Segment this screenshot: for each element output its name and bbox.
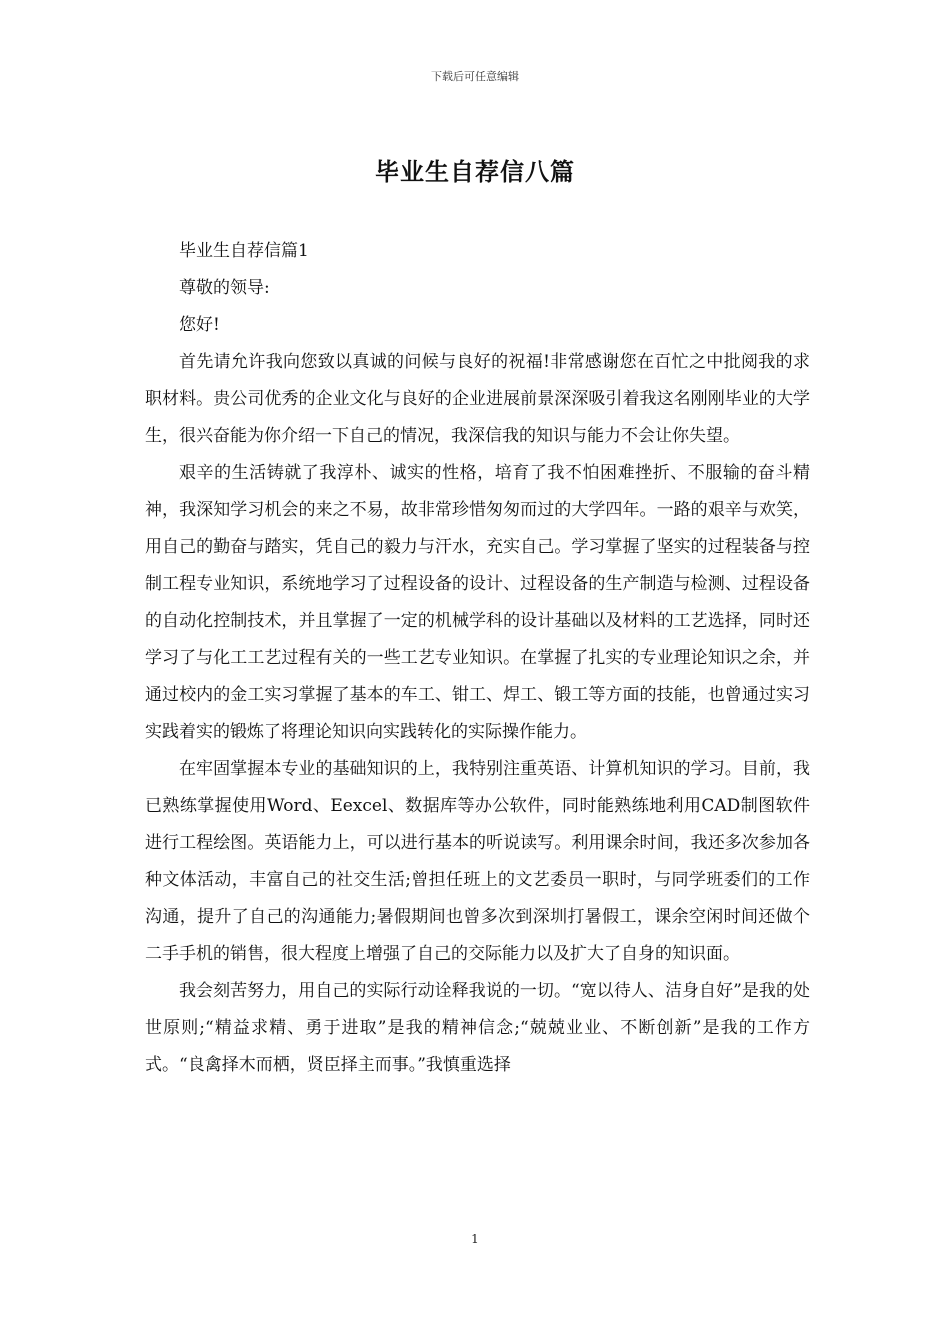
paragraph-4: 我会刻苦努力，用自己的实际行动诠释我说的一切。“宽以待人、洁身自好”是我的处世原则;“精益求精、勇于进取”是我的精神信念;“兢兢业业、不断创新”是我的工作方式。“良禽择木而栖，贤臣择主而事。”我慎重选择	[145, 981, 810, 1075]
paragraph-1: 首先请允许我向您致以真诚的问候与良好的祝福!非常感谢您在百忙之中批阅我的求职材料。贵公司优秀的企业文化与良好的企业进展前景深深吸引着我这名刚刚毕业的大学生，很兴奋能为你介绍一下自己的情况，我深信我的知识与能力不会让你失望。	[145, 352, 810, 446]
paragraph-2: 艰辛的生活铸就了我淳朴、诚实的性格，培育了我不怕困难挫折、不服输的奋斗精神，我深知学习机会的来之不易，故非常珍惜匆匆而过的大学四年。一路的艰辛与欢笑，用自己的勤奋与踏实，凭自己的毅力与汗水，充实自己。学习掌握了坚实的过程装备与控制工程专业知识，系统地学习了过程设备的设计、过程设备的生产制造与检测、过程设备的自动化控制技术，并且掌握了一定的机械学科的设计基础以及材料的工艺选择，同时还学习了与化工工艺过程有关的一些工艺专业知识。在掌握了扎实的专业理论知识之余，并通过校内的金工实习掌握了基本的车工、钳工、焊工、锻工等方面的技能，也曾通过实习实践着实的锻炼了将理论知识向实践转化的实际操作能力。	[145, 463, 810, 742]
paragraph-3: 在牢固掌握本专业的基础知识的上，我特别注重英语、计算机知识的学习。目前，我已熟练掌握使用Word、Eexcel、数据库等办公软件，同时能熟练地利用CAD制图软件进行工程绘图。英语能力上，可以进行基本的听说读写。利用课余时间，我还多次参加各种文体活动，丰富自己的社交生活;曾担任班上的文艺委员一职时，与同学班委们的工作沟通，提升了自己的沟通能力;暑假期间也曾多次到深圳打暑假工，课余空闲时间还做个二手手机的销售，很大程度上增强了自己的交际能力以及扩大了自身的知识面。	[145, 759, 810, 964]
letter-body	[145, 233, 810, 1084]
salutation: 尊敬的领导:	[179, 278, 270, 298]
header-note: 下载后可任意编辑	[431, 70, 519, 83]
section-heading: 毕业生自荐信篇1	[179, 241, 309, 261]
document-title: 毕业生自荐信八篇	[375, 158, 575, 186]
greeting: 您好!	[179, 315, 220, 335]
page-number: 1	[471, 1232, 479, 1246]
